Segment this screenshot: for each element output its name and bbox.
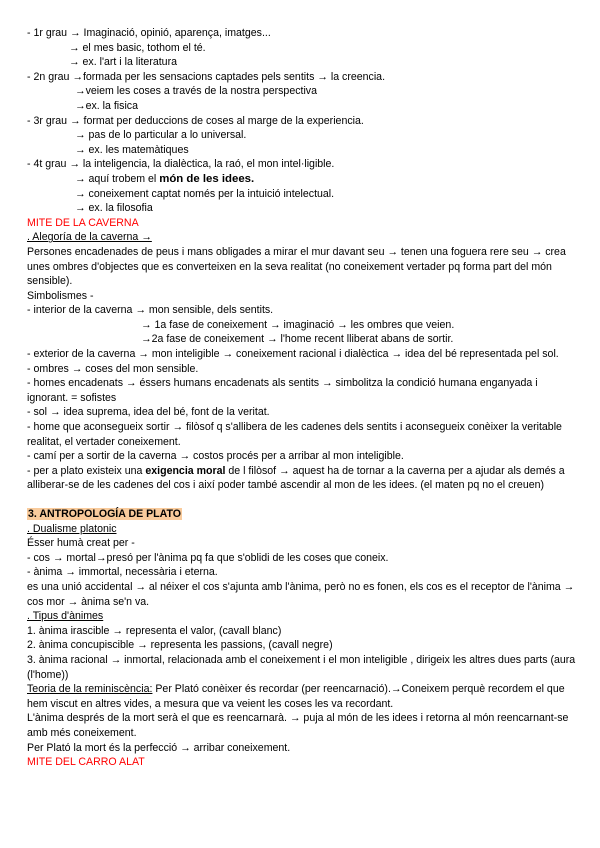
symbol-shadows: - ombres → coses del mon sensible. bbox=[27, 362, 199, 375]
moral-demand-text-1: - per a plato existeix una bbox=[27, 464, 146, 477]
grade-1-note-1: → el mes basic, tothom el té. bbox=[69, 41, 206, 54]
symbol-moral-demand bbox=[27, 464, 580, 493]
dualism-union: es una unió accidental → al néixer el cos s'ajunta amb l'ànima, però no es fonen, els cos es el receptor de l'ànima → cos mor → ànima se'n va. bbox=[27, 580, 575, 608]
grade-4-note-3: → ex. la filosofia bbox=[75, 202, 153, 215]
symbol-interior: - interior de la caverna → mon sensible, dels sentits. bbox=[27, 304, 274, 317]
symbol-interior-phase-2: →2a fase de coneixement → l'home recent lliberat abans de sortir. bbox=[141, 333, 454, 346]
dualism-line-1: Ésser humà creat per - bbox=[27, 537, 135, 550]
anthropology-heading: 3. ANTROPOLOGÍA DE PLATO bbox=[28, 508, 182, 520]
world-of-ideas-text: món de les idees. bbox=[159, 172, 255, 185]
symbol-escaped-man: - home que aconsegueix sortir → filòsof q s'allibera de les cadenes dels sentits i aconsegueix conèixer la veritable realitat, el vertader coneixement. bbox=[27, 421, 562, 448]
grade-2-line: - 2n grau →formada per les sensacions captades pels sentits → la creencia. bbox=[27, 70, 386, 83]
grade-4-note-1 bbox=[27, 172, 580, 187]
grade-3-line: - 3r grau → format per deduccions de coses al marge de la experiencia. bbox=[27, 114, 364, 127]
grade-4-note-2: → coneixement captat només per la intuició intelectual. bbox=[75, 187, 335, 200]
dualism-subtitle: . Dualisme platonic bbox=[27, 522, 117, 535]
grade-1-line: - 1r grau → Imaginació, opinió, aparença, imatges... bbox=[27, 27, 271, 39]
cave-myth-title: MITE DE LA CAVERNA bbox=[27, 216, 139, 229]
grade-2-note-2: →ex. la fisica bbox=[75, 99, 138, 112]
symbol-path-out: - camí per a sortir de la caverna → costos procés per a arribar al mon inteligible. bbox=[27, 450, 404, 463]
symbol-interior-phase-1: → 1a fase de coneixement → imaginació → les ombres que veien. bbox=[141, 318, 455, 331]
symbol-chained-men: - homes encadenats → éssers humans encadenats als sentits → simbolitza la condició humana enganyada i ignorant. = sofistes bbox=[27, 377, 538, 404]
moral-demand-text-2: de l filòsof → aquest ha de tornar a la caverna per a ajudar als demés a alliberar-se de les cadenes del cos i així poder també ascendir al mon de les idees. (el maten pq no el creuen) bbox=[27, 464, 565, 492]
soul-type-3: 3. ànima racional → inmortal, relacionada amb el coneixement i el mon inteligible , dirigeix les altres dues parts (aura (l'home)) bbox=[27, 653, 576, 681]
dualism-soul: - ànima → immortal, necessària i eterna. bbox=[27, 566, 218, 579]
grade-1-note-2: → ex. l'art i la literatura bbox=[69, 56, 177, 69]
soul-type-1: 1. ànima irascible → representa el valor, (cavall blanc) bbox=[27, 624, 282, 637]
cave-description: Persones encadenades de peus i mans obligades a mirar el mur davant seu → tenen una foguera rere seu → crea unes ombres d'objectes que es converteixen en la seva realitat (no coneixement vertader pq forma part del món sensible). bbox=[27, 245, 566, 288]
moral-demand-bold: exigencia moral bbox=[145, 464, 226, 477]
reminiscence-text: Per Plató conèixer és recordar (per reencarnació).→Coneixem perquè recordem el que hem viscut en altres vides, a mesura que va veient les coses les va recordant. bbox=[27, 683, 565, 710]
grade-3-note-2: → ex. les matemàtiques bbox=[75, 143, 189, 156]
dualism-body: - cos → mortal→presó per l'ànima pq fa que s'oblidi de les coses que coneix. bbox=[27, 551, 389, 564]
symbolisms-label: Simbolismes - bbox=[27, 289, 94, 302]
chariot-myth-title: MITE DEL CARRO ALAT bbox=[27, 756, 145, 769]
grade-4-note-1-text: → aquí trobem el bbox=[75, 172, 160, 185]
symbol-exterior: - exterior de la caverna → mon inteligible → coneixement racional i dialèctica → idea del bé representada pel sol. bbox=[27, 348, 559, 361]
symbol-sun: - sol → idea suprema, idea del bé, font de la veritat. bbox=[27, 406, 270, 419]
grade-3-note-1: → pas de lo particular a lo universal. bbox=[75, 129, 247, 142]
reminiscence-label: Teoria de la reminiscència: bbox=[27, 683, 153, 696]
grade-4-line: - 4t grau → la inteligencia, la dialèctica, la raó, el mon intel·ligible. bbox=[27, 158, 335, 171]
document-page bbox=[27, 26, 580, 770]
cave-allegory-subtitle: . Alegoría de la caverna → bbox=[27, 231, 152, 244]
soul-types-subtitle: . Tipus d'ànimes bbox=[27, 610, 104, 623]
grade-2-note-1: →veiem les coses a través de la nostra perspectiva bbox=[75, 85, 318, 98]
reminiscence-paragraph bbox=[27, 682, 580, 711]
reincarnation-paragraph: L'ànima després de la mort serà el que es reencarnarà. → puja al món de les idees i retorna al món reencarnant-se amb més coneixement. bbox=[27, 712, 569, 739]
death-line: Per Plató la mort és la perfecció → arribar coneixement. bbox=[27, 741, 291, 754]
soul-type-2: 2. ànima concupiscible → representa les passions, (cavall negre) bbox=[27, 639, 333, 652]
